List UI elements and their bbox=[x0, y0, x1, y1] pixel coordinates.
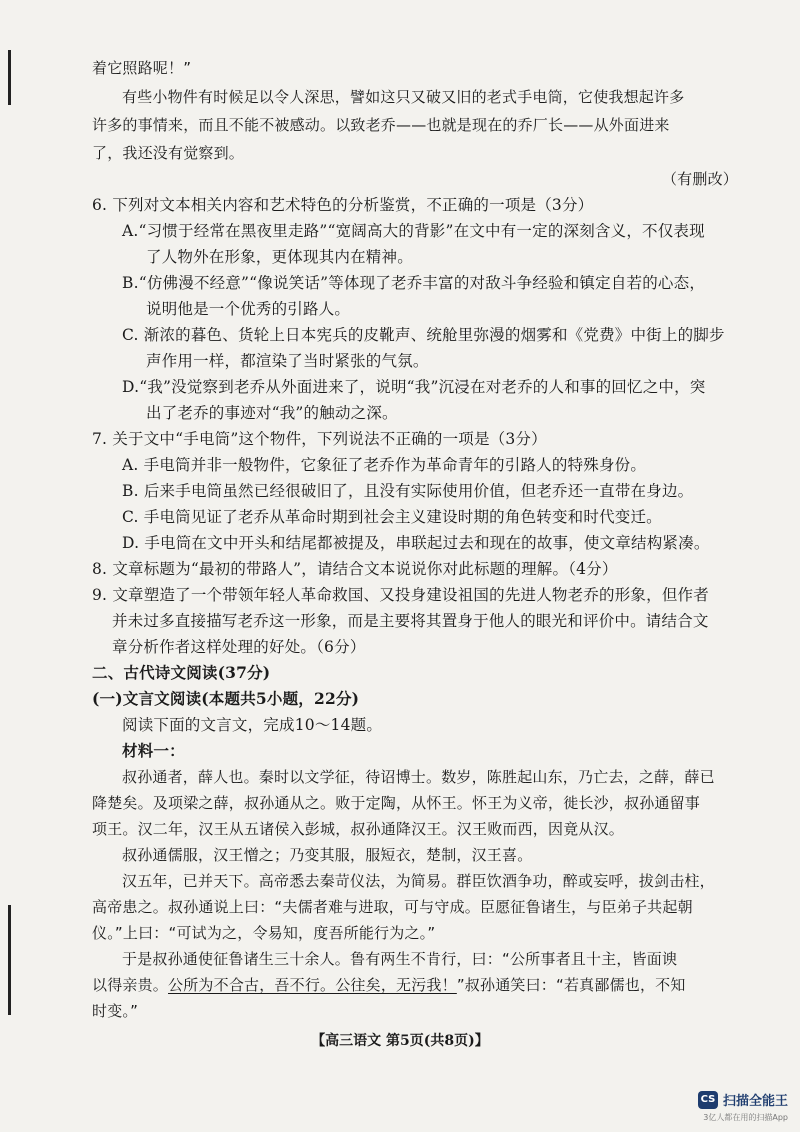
left-binding-line-top bbox=[8, 50, 11, 105]
q6-option-c-1: C. 渐浓的暮色、货轮上日本宪兵的皮靴声、统舱里弥漫的烟雾和《党费》中街上的脚步 bbox=[122, 326, 725, 344]
q7-option-d: D. 手电筒在文中开头和结尾都被提及，串联起过去和现在的故事，使文章结构紧凑。 bbox=[122, 534, 710, 552]
watermark-subtitle: 3亿人都在用的扫描App bbox=[703, 1113, 788, 1122]
instructions: 阅读下面的文言文，完成10～14题。 bbox=[122, 716, 383, 734]
question-9-3: 章分析作者这样处理的好处。（6分） bbox=[112, 638, 366, 656]
text-line-1: 着它照路呢！” bbox=[92, 59, 192, 77]
classical-line-10: 时变。” bbox=[92, 1002, 139, 1020]
q6-option-a-1: A.“习惯于经常在黑夜里走路”“宽阔高大的背影”在文中有一定的深刻含义，不仅表现 bbox=[122, 222, 705, 240]
classical-line-3: 项王。汉二年，汉王从五诸侯入彭城，叔孙通降汉王。汉王败而西，因竟从汉。 bbox=[92, 820, 625, 838]
q7-option-a: A. 手电筒并非一般物件，它象征了老乔作为革命青年的引路人的特殊身份。 bbox=[122, 456, 647, 474]
q6-option-a-2: 了人物外在形象，更体现其内在精神。 bbox=[146, 248, 413, 266]
classical-line-8: 于是叔孙通使征鲁诸生三十余人。鲁有两生不肯行，曰：“公所事者且十主，皆面谀 bbox=[122, 950, 678, 968]
classical-line-2: 降楚矣。及项梁之薛，叔孙通从之。败于定陶，从怀王。怀王为义帝，徙长沙，叔孙通留事 bbox=[92, 794, 701, 812]
question-8: 8. 文章标题为“最初的带路人”，请结合文本说说你对此标题的理解。（4分） bbox=[92, 560, 618, 578]
q6-option-d-1: D.“我”没觉察到老乔从外面进来了，说明“我”沉浸在对老乔的人和事的回忆之中，突 bbox=[122, 378, 706, 396]
subsection-heading-1: (一)文言文阅读(本题共5小题，22分) bbox=[92, 689, 360, 708]
classical-line-6: 高帝患之。叔孙通说上曰：“夫儒者难与进取，可与守成。臣愿征鲁诸生，与臣弟子共起朝 bbox=[92, 898, 693, 916]
classical-line-4: 叔孙通儒服，汉王憎之；乃变其服，服短衣，楚制，汉王喜。 bbox=[122, 846, 533, 864]
classical-line-5: 汉五年，已并天下。高帝悉去秦苛仪法，为简易。群臣饮酒争功，醉或妄呼，拔剑击柱， bbox=[122, 872, 715, 890]
text-line-3: 许多的事情来，而且不能不被感动。以致老乔——也就是现在的乔厂长——从外面进来 bbox=[92, 116, 670, 134]
source-note: （有删改） bbox=[661, 170, 738, 188]
question-9-2: 并未过多直接描写老乔这一形象，而是主要将其置身于他人的眼光和评价中。请结合文 bbox=[112, 612, 709, 630]
q6-option-d-2: 出了老乔的事迹对“我”的触动之深。 bbox=[146, 404, 398, 422]
page-footer: 【高三语文 第5页(共8页)】 bbox=[311, 1033, 489, 1049]
q6-option-c-2: 声作用一样，都渲染了当时紧张的气氛。 bbox=[146, 352, 429, 370]
underlined-sentence: 公所为不合古，吾不行。公往矣，无污我！ bbox=[168, 976, 457, 994]
watermark-name: 扫描全能王 bbox=[722, 1094, 788, 1109]
classical-line-9-start: 以得亲贵。 bbox=[92, 976, 169, 994]
cs-logo-icon: CS bbox=[698, 1091, 718, 1109]
material-1-label: 材料一： bbox=[122, 741, 185, 760]
q6-option-b-1: B.“仿佛漫不经意”“像说笑话”等体现了老乔丰富的对敌斗争经验和镇定自若的心态， bbox=[122, 274, 706, 292]
classical-line-7: 仪。”上曰：“可试为之，令易知，度吾所能行为之。” bbox=[92, 924, 436, 942]
q6-option-b-2: 说明他是一个优秀的引路人。 bbox=[146, 300, 351, 318]
scanner-watermark bbox=[698, 1090, 788, 1109]
question-7: 7. 关于文中“手电筒”这个物件，下列说法不正确的一项是（3分） bbox=[92, 430, 547, 448]
question-6: 6. 下列对文本相关内容和艺术特色的分析鉴赏，不正确的一项是（3分） bbox=[92, 196, 594, 214]
classical-line-9 bbox=[92, 972, 686, 998]
text-line-2: 有些小物件有时候足以令人深思，譬如这只又破又旧的老式手电筒，它使我想起许多 bbox=[122, 88, 685, 106]
left-binding-line-bottom bbox=[8, 905, 11, 1015]
q7-option-b: B. 后来手电筒虽然已经很破旧了，且没有实际使用价值，但老乔还一直带在身边。 bbox=[122, 482, 694, 500]
text-line-4: 了，我还没有觉察到。 bbox=[92, 144, 245, 162]
question-9-1: 9. 文章塑造了一个带领年轻人革命救国、又投身建设祖国的先进人物老乔的形象，但作者 bbox=[92, 586, 709, 604]
classical-line-1: 叔孙通者，薛人也。秦时以文学征，待诏博士。数岁，陈胜起山东，乃亡去，之薛，薛已 bbox=[122, 768, 715, 786]
q7-option-c: C. 手电筒见证了老乔从革命时期到社会主义建设时期的角色转变和时代变迁。 bbox=[122, 508, 662, 526]
section-heading-2: 二、古代诗文阅读(37分) bbox=[92, 663, 271, 682]
classical-line-9-end: ”叔孙通笑曰：“若真鄙儒也，不知 bbox=[456, 976, 686, 994]
